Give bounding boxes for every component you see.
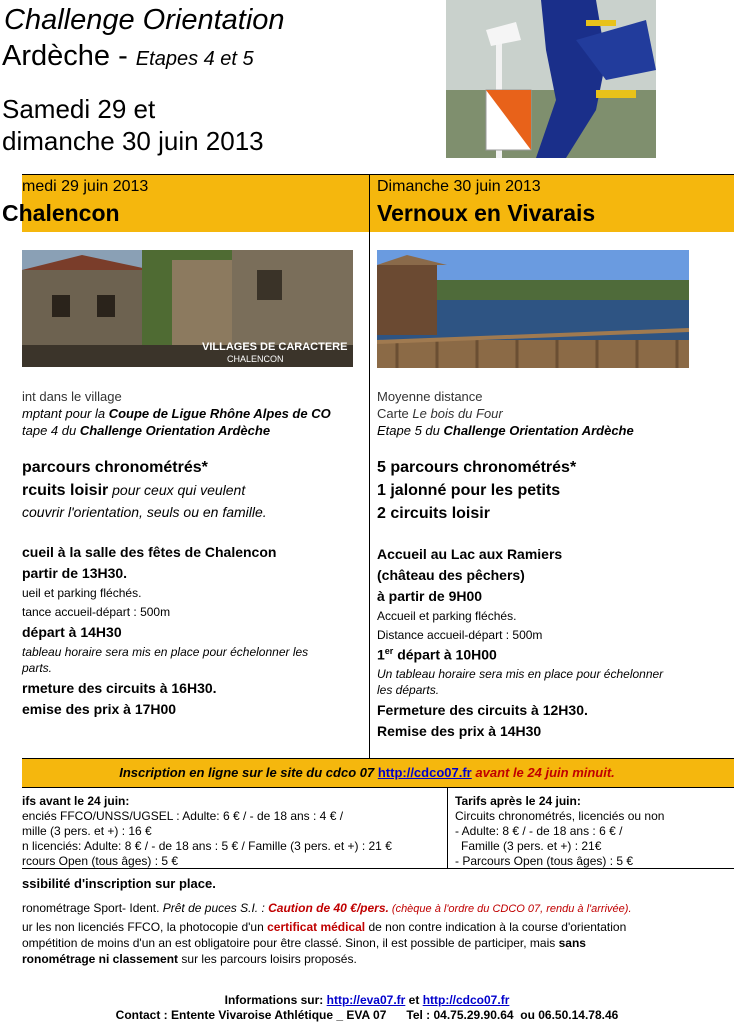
village-caption: VILLAGES DE CARACTERE (202, 341, 348, 353)
left-p2 (22, 482, 245, 500)
note-cert-3a: ronométrage ni classement (22, 952, 179, 966)
right-a4: Accueil et parking fléchés. (377, 609, 517, 623)
tarifs-after-title: Tarifs après le 24 juin: (455, 794, 581, 808)
title-sub: Etapes 4 et 5 (135, 48, 254, 70)
right-a10: Remise des prix à 14H30 (377, 723, 542, 739)
footer-info (0, 993, 734, 1007)
left-a6: tableau horaire sera mis en place pour échelonner les (22, 645, 309, 659)
date-line2: dimanche 30 juin 2013 (2, 126, 264, 156)
note-cert-2 (22, 936, 586, 950)
footer-contact: Contact : Entente Vivaroise Athlétique _ EVA 07 Tel : 04.75.29.90.64 ou 06.50.14.78.46 (115, 1008, 619, 1022)
tarifs-before-l3: n licenciés: Adulte: 8 € / - de 18 ans : 5 € / Famille (3 pers. et +) : 21 € (22, 839, 392, 853)
right-l3b: Challenge Orientation Ardèche (443, 423, 634, 438)
tarifs-after-l2: - Adulte: 8 € / - de 18 ans : 6 € / (455, 824, 623, 838)
title-line1: Challenge Orientation (4, 4, 285, 36)
footer-cdco07-link[interactable]: http://cdco07.fr (422, 993, 510, 1007)
right-a3: à partir de 9H00 (377, 588, 483, 604)
right-a1: Accueil au Lac aux Ramiers (377, 546, 563, 562)
tarifs-before-l4: rcours Open (tous âges) : 5 € (22, 854, 179, 868)
title-line2 (2, 40, 254, 73)
left-p2b: pour ceux qui veulent (108, 482, 246, 498)
cdco07-link[interactable]: http://cdco07.fr (377, 765, 472, 780)
inscription-before: Inscription en ligne sur le site du cdco 07 (119, 765, 375, 780)
left-a7: parts. (22, 661, 53, 675)
footer-and: et (408, 993, 420, 1007)
column-divider (369, 174, 370, 758)
note-cert-2b: sans (558, 936, 586, 950)
right-a6b: départ à 10H00 (393, 646, 497, 663)
right-l2 (377, 406, 503, 421)
left-l1: int dans le village (22, 389, 122, 404)
right-a6 (377, 646, 497, 663)
left-p3: couvrir l'orientation, seuls ou en famille. (22, 504, 267, 520)
right-a8: les départs. (377, 683, 440, 697)
left-a5: départ à 14H30 (22, 624, 122, 640)
right-l3a: Etape 5 du (377, 423, 444, 438)
left-a2: partir de 13H30. (22, 565, 128, 581)
left-place: Chalencon (2, 200, 120, 226)
left-a1: cueil à la salle des fêtes de Chalencon (22, 544, 277, 560)
eva07-link[interactable]: http://eva07.fr (326, 993, 406, 1007)
right-a9: Fermeture des circuits à 12H30. (377, 702, 588, 718)
note-chrono (22, 901, 632, 915)
note-cert-1 (22, 920, 626, 934)
left-p2a: rcuits loisir (22, 482, 109, 499)
note-cheque: (chèque à l'ordre du CDCO 07, rendu à l'arrivée). (388, 903, 632, 915)
village-photo (22, 250, 353, 367)
note-cert-2a: ompétition de moins d'un an est obligatoire pour être classé. Sinon, il est possible de participer, mais (22, 936, 559, 950)
left-l3a: tape 4 du (22, 423, 80, 438)
tarifs-before-l1: enciés FFCO/UNSS/UGSEL : Adulte: 6 € / - de 18 ans : 4 € / (22, 809, 344, 823)
inscription-after: avant le 24 juin minuit. (475, 765, 615, 780)
note-cert-3 (22, 952, 357, 966)
left-p1: parcours chronométrés* (22, 459, 208, 476)
date-line1: Samedi 29 et (2, 94, 156, 124)
tarifs-before-title: ifs avant le 24 juin: (22, 794, 130, 808)
right-l1: Moyenne distance (377, 389, 483, 404)
left-l3b: Challenge Orientation Ardèche (79, 423, 271, 438)
right-p1: 5 parcours chronométrés* (377, 459, 577, 476)
left-l2b: Coupe de Ligue Rhône Alpes de CO (108, 406, 331, 421)
right-a7: Un tableau horaire sera mis en place pour échelonner (377, 667, 664, 681)
lake-illustration (377, 250, 689, 368)
village-illustration (22, 250, 353, 367)
left-l2 (22, 406, 331, 421)
note-cert-1a: ur les non licenciés FFCO, la photocopie d'un (22, 920, 268, 934)
inscription-text (0, 765, 734, 780)
left-a4: tance accueil-départ : 500m (22, 605, 171, 619)
note-caution: Caution de 40 €/pers. (268, 901, 389, 915)
right-date: Dimanche 30 juin 2013 (377, 178, 541, 195)
tarifs-divider (447, 788, 448, 868)
right-p2: 1 jalonné pour les petits (377, 482, 561, 499)
footer-info-label: Informations sur: (224, 993, 324, 1007)
tarifs-after-l4: - Parcours Open (tous âges) : 5 € (455, 854, 634, 868)
note-chrono-a: ronométrage Sport- Ident. (22, 901, 163, 915)
right-a6sup: er (384, 646, 394, 656)
right-a5: Distance accueil-départ : 500m (377, 628, 543, 642)
note-cert-medical: certificat médical (267, 920, 366, 934)
left-a3: ueil et parking fléchés. (22, 586, 142, 600)
tarifs-after-l3: Famille (3 pers. et +) : 21€ (461, 839, 602, 853)
note-chrono-b: Prêt de puces S.I. : (162, 901, 269, 915)
left-l3 (22, 423, 270, 438)
village-caption-sub: CHALENCON (227, 354, 284, 364)
right-a6a: 1 (377, 646, 385, 663)
left-l2a: mptant pour la (22, 406, 109, 421)
right-place: Vernoux en Vivarais (377, 200, 596, 226)
note-on-site: ssibilité d'inscription sur place. (22, 876, 216, 891)
tarifs-bottom-line (22, 868, 734, 869)
runner-photo (446, 0, 656, 158)
right-a2: (château des pêchers) (377, 567, 525, 583)
note-cert-1c: de non contre indication à la course d'orientation (365, 920, 627, 934)
runner-illustration (446, 0, 656, 158)
right-l3 (377, 423, 634, 438)
right-l2b: Le bois du Four (412, 406, 503, 421)
right-l2a: Carte (377, 406, 413, 421)
left-a8: rmeture des circuits à 16H30. (22, 680, 217, 696)
left-a9: emise des prix à 17H00 (22, 701, 177, 717)
title-ardeche: Ardèche - (2, 40, 128, 72)
lake-photo (377, 250, 689, 368)
note-cert-3b: sur les parcours loisirs proposés. (178, 952, 357, 966)
left-date: medi 29 juin 2013 (22, 178, 149, 195)
tarifs-after-l1: Circuits chronométrés, licenciés ou non (455, 809, 665, 823)
right-p3: 2 circuits loisir (377, 505, 490, 522)
tarifs-before-l2: mille (3 pers. et +) : 16 € (22, 824, 152, 838)
